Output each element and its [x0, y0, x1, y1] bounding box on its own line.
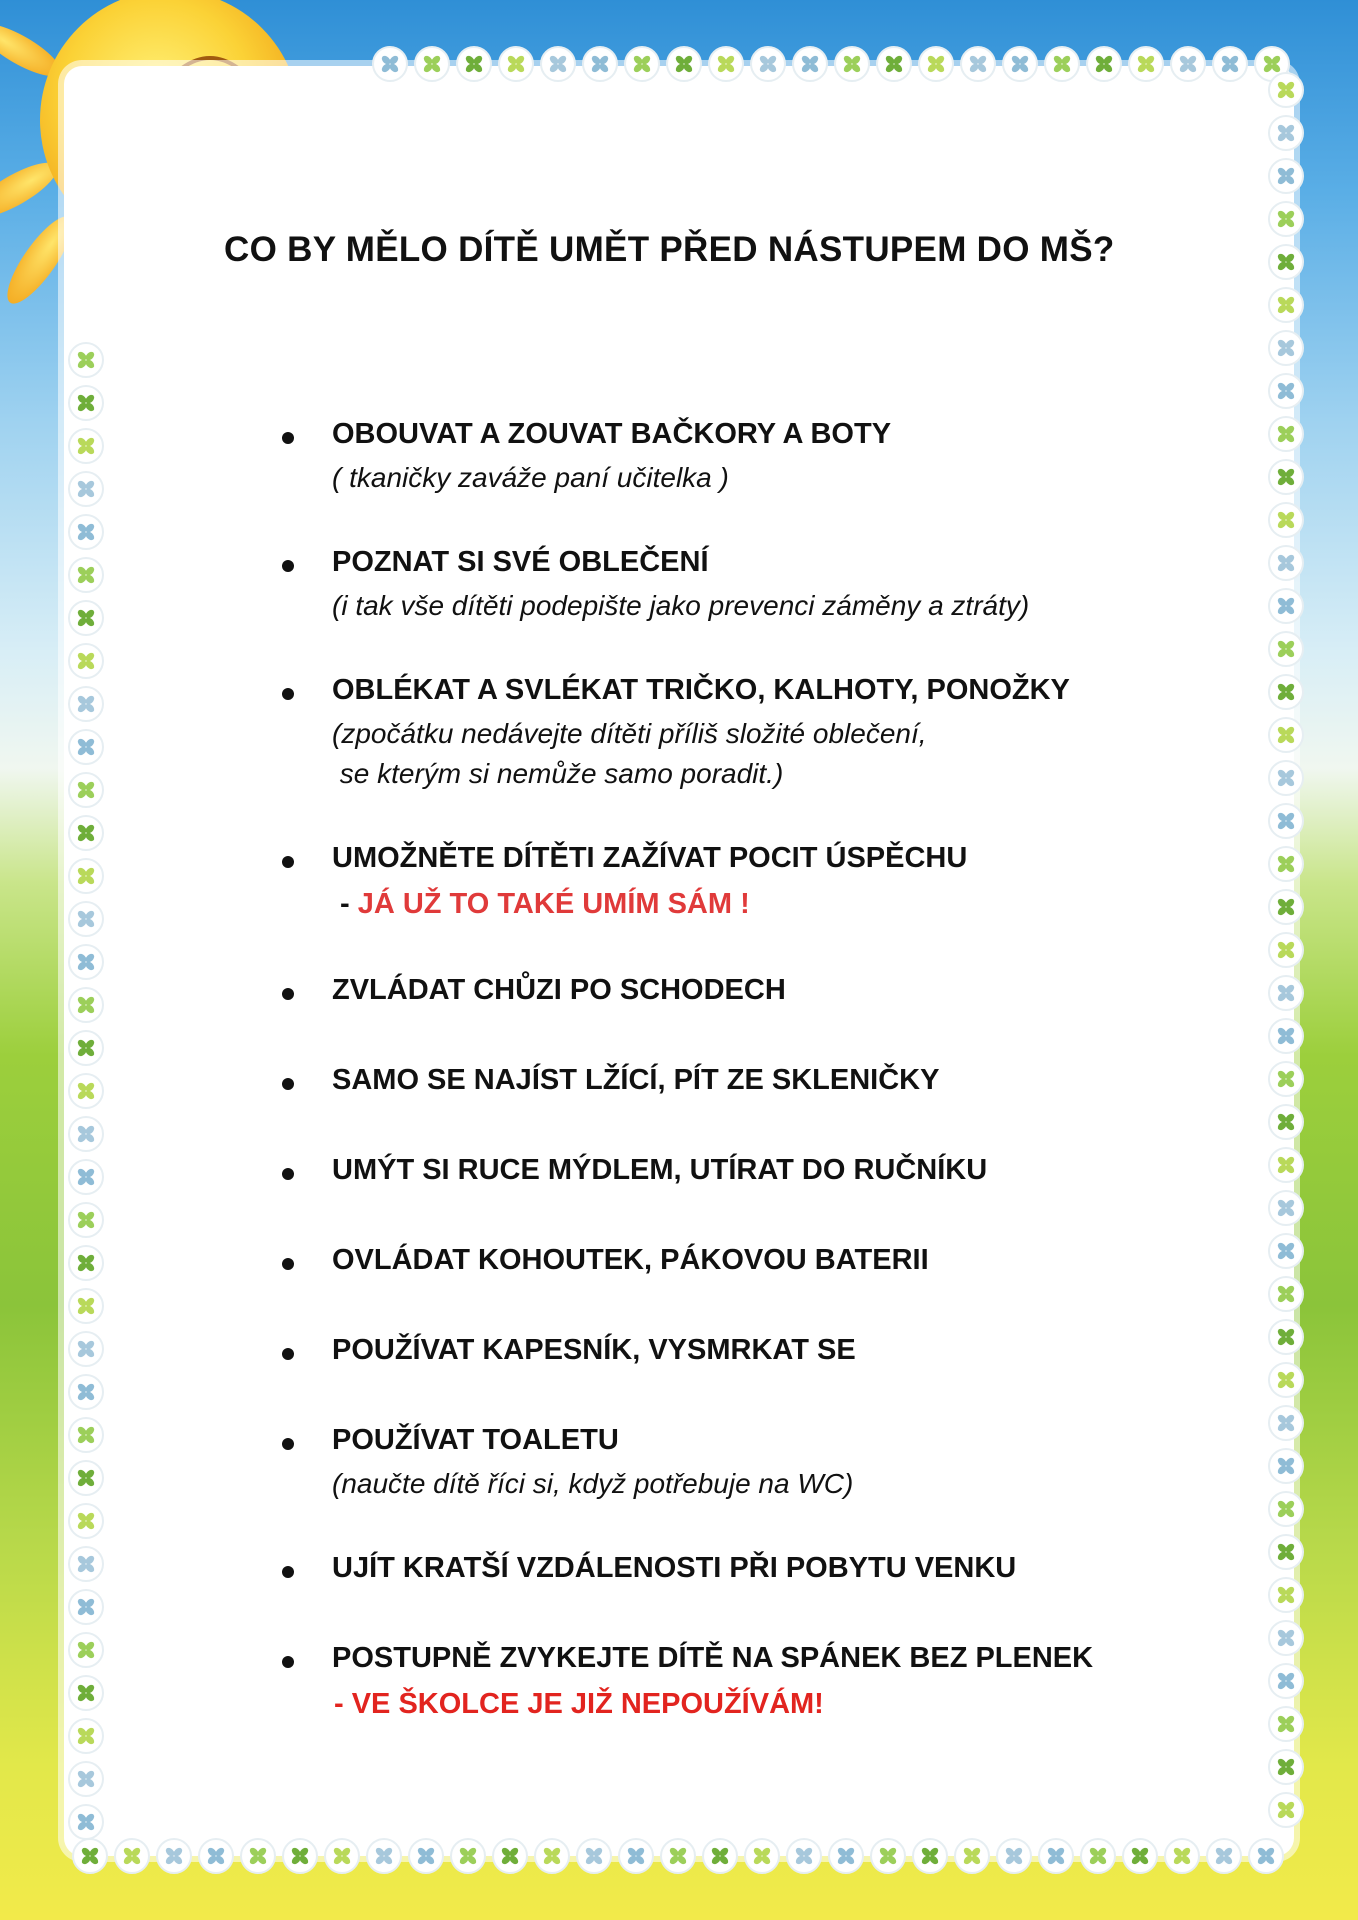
item-title: POUŽÍVAT TOALETU — [332, 1424, 619, 1456]
flower-icon — [1269, 1492, 1303, 1526]
flower-icon — [69, 644, 103, 678]
flower-icon — [69, 1074, 103, 1108]
flower-icon — [409, 1839, 443, 1873]
flower-icon — [1269, 718, 1303, 752]
flower-icon — [241, 1839, 275, 1873]
flower-icon — [69, 773, 103, 807]
list-item — [290, 1236, 1190, 1284]
flower-icon — [955, 1839, 989, 1873]
flower-border-bottom — [60, 1836, 1310, 1876]
flower-icon — [961, 47, 995, 81]
list-item — [290, 410, 1190, 498]
flower-icon — [1269, 1621, 1303, 1655]
bullet-icon — [282, 1348, 294, 1360]
flower-icon — [69, 1805, 103, 1839]
flower-icon — [69, 1031, 103, 1065]
bullet-icon — [282, 1438, 294, 1450]
item-title: OBLÉKAT A SVLÉKAT TRIČKO, KALHOTY, PONOŽKY — [332, 674, 1070, 706]
list-item — [290, 666, 1190, 794]
bullet-icon — [282, 856, 294, 868]
bullet-icon — [282, 988, 294, 1000]
flower-icon — [1269, 546, 1303, 580]
flower-icon — [69, 515, 103, 549]
flower-icon — [1269, 847, 1303, 881]
flower-icon — [69, 343, 103, 377]
flower-icon — [325, 1839, 359, 1873]
flower-icon — [1207, 1839, 1241, 1873]
flower-icon — [1269, 202, 1303, 236]
bullet-icon — [282, 1258, 294, 1270]
flower-icon — [1123, 1839, 1157, 1873]
flower-icon — [69, 472, 103, 506]
flower-icon — [1087, 47, 1121, 81]
flower-icon — [157, 1839, 191, 1873]
flower-icon — [499, 47, 533, 81]
flower-icon — [913, 1839, 947, 1873]
flower-icon — [1269, 417, 1303, 451]
flower-icon — [1269, 1449, 1303, 1483]
flower-icon — [1269, 1363, 1303, 1397]
flower-icon — [1003, 47, 1037, 81]
flower-icon — [367, 1839, 401, 1873]
item-title: SAMO SE NAJÍST LŽÍCÍ, PÍT ZE SKLENIČKY — [332, 1064, 940, 1096]
flower-icon — [619, 1839, 653, 1873]
flower-icon — [871, 1839, 905, 1873]
flower-icon — [69, 1160, 103, 1194]
bullet-icon — [282, 688, 294, 700]
flower-icon — [703, 1839, 737, 1873]
item-note-continued: se kterým si nemůže samo poradit.) — [332, 758, 784, 789]
flower-icon — [69, 1676, 103, 1710]
flower-icon — [919, 47, 953, 81]
flower-icon — [1269, 1750, 1303, 1784]
flower-icon — [373, 47, 407, 81]
flower-icon — [69, 1762, 103, 1796]
flower-icon — [1269, 761, 1303, 795]
item-highlight: - VE ŠKOLCE JE JIŽ NEPOUŽÍVÁM! — [334, 1688, 824, 1720]
flower-icon — [69, 988, 103, 1022]
flower-icon — [1269, 890, 1303, 924]
item-title: POSTUPNĚ ZVYKEJTE DÍTĚ NA SPÁNEK BEZ PLENEK — [332, 1642, 1094, 1674]
flower-icon — [625, 47, 659, 81]
flower-icon — [997, 1839, 1031, 1873]
flower-icon — [69, 1547, 103, 1581]
flower-icon — [787, 1839, 821, 1873]
flower-icon — [1269, 460, 1303, 494]
flower-icon — [69, 1633, 103, 1667]
flower-icon — [69, 1375, 103, 1409]
flower-icon — [793, 47, 827, 81]
flower-icon — [1269, 632, 1303, 666]
flower-icon — [541, 47, 575, 81]
flower-icon — [69, 1418, 103, 1452]
flower-icon — [1269, 116, 1303, 150]
flower-border-left — [66, 120, 106, 1840]
item-note: (naučte dítě říci si, když potřebuje na WC) — [332, 1468, 854, 1499]
flower-icon — [1269, 245, 1303, 279]
flower-icon — [69, 1719, 103, 1753]
flower-icon — [1269, 1277, 1303, 1311]
flower-icon — [69, 1246, 103, 1280]
flower-icon — [1269, 1707, 1303, 1741]
flower-icon — [69, 1461, 103, 1495]
item-title: ZVLÁDAT CHŮZI PO SCHODECH — [332, 974, 786, 1006]
flower-icon — [451, 1839, 485, 1873]
bullet-icon — [282, 1168, 294, 1180]
bullet-icon — [282, 1078, 294, 1090]
flower-border-right — [1266, 60, 1306, 1850]
flower-icon — [1171, 47, 1205, 81]
flower-icon — [1081, 1839, 1115, 1873]
flower-icon — [1269, 1793, 1303, 1827]
list-item — [290, 1634, 1190, 1726]
item-title: UMOŽNĚTE DÍTĚTI ZAŽÍVAT POCIT ÚSPĚCHU — [332, 842, 968, 874]
flower-icon — [1269, 73, 1303, 107]
flower-icon — [535, 1839, 569, 1873]
item-title: UJÍT KRATŠÍ VZDÁLENOSTI PŘI POBYTU VENKU — [332, 1552, 1017, 1584]
flower-icon — [493, 1839, 527, 1873]
flower-icon — [1269, 374, 1303, 408]
flower-icon — [1045, 47, 1079, 81]
flower-icon — [69, 386, 103, 420]
flower-icon — [115, 1839, 149, 1873]
flower-icon — [1269, 976, 1303, 1010]
flower-icon — [69, 1203, 103, 1237]
flower-icon — [69, 816, 103, 850]
item-highlight — [290, 882, 1190, 926]
flower-icon — [1269, 1535, 1303, 1569]
page-title: CO BY MĚLO DÍTĚ UMĚT PŘED NÁSTUPEM DO MŠ? — [224, 230, 1115, 269]
flower-icon — [69, 859, 103, 893]
flower-icon — [69, 730, 103, 764]
flower-icon — [835, 47, 869, 81]
flower-icon — [69, 1504, 103, 1538]
item-note: (zpočátku nedávejte dítěti příliš složité oblečení, — [332, 718, 927, 749]
list-item — [290, 538, 1190, 626]
item-title: OVLÁDAT KOHOUTEK, PÁKOVOU BATERII — [332, 1244, 929, 1276]
flower-icon — [1129, 47, 1163, 81]
flower-icon — [1269, 1019, 1303, 1053]
flower-icon — [709, 47, 743, 81]
list-item — [290, 1056, 1190, 1104]
item-title: POZNAT SI SVÉ OBLEČENÍ — [332, 546, 709, 578]
flower-icon — [1269, 1191, 1303, 1225]
flower-icon — [69, 1332, 103, 1366]
flower-icon — [751, 47, 785, 81]
flower-border-top — [60, 44, 1310, 84]
flower-icon — [69, 558, 103, 592]
flower-icon — [69, 687, 103, 721]
bullet-icon — [282, 432, 294, 444]
flower-icon — [69, 1590, 103, 1624]
flower-icon — [69, 1289, 103, 1323]
flower-icon — [1269, 1406, 1303, 1440]
list-item — [290, 1326, 1190, 1374]
flower-icon — [1269, 1578, 1303, 1612]
flower-icon — [577, 1839, 611, 1873]
flower-icon — [415, 47, 449, 81]
flower-icon — [1269, 331, 1303, 365]
flower-icon — [1269, 804, 1303, 838]
flower-icon — [1269, 1105, 1303, 1139]
flower-icon — [1269, 1664, 1303, 1698]
flower-icon — [69, 1117, 103, 1151]
flower-icon — [1269, 159, 1303, 193]
flower-icon — [1269, 933, 1303, 967]
flower-icon — [283, 1839, 317, 1873]
flower-icon — [1269, 675, 1303, 709]
flower-icon — [1213, 47, 1247, 81]
flower-icon — [69, 429, 103, 463]
item-title: POUŽÍVAT KAPESNÍK, VYSMRKAT SE — [332, 1334, 856, 1366]
bullet-icon — [282, 1656, 294, 1668]
flower-icon — [1269, 1148, 1303, 1182]
flower-icon — [73, 1839, 107, 1873]
list-item — [290, 1544, 1190, 1592]
flower-icon — [877, 47, 911, 81]
flower-icon — [1269, 589, 1303, 623]
skills-list — [290, 410, 1190, 1726]
flower-icon — [1269, 1234, 1303, 1268]
list-item — [290, 1416, 1190, 1504]
flower-icon — [583, 47, 617, 81]
flower-icon — [1039, 1839, 1073, 1873]
list-item — [290, 834, 1190, 926]
flower-icon — [745, 1839, 779, 1873]
item-title: OBOUVAT A ZOUVAT BAČKORY A BOTY — [332, 418, 892, 450]
flower-icon — [1269, 1320, 1303, 1354]
item-note: (i tak vše dítěti podepište jako prevenci záměny a ztráty) — [332, 590, 1030, 621]
flower-icon — [1269, 503, 1303, 537]
bullet-icon — [282, 1566, 294, 1578]
flower-icon — [69, 945, 103, 979]
flower-icon — [69, 601, 103, 635]
flower-icon — [69, 902, 103, 936]
flower-icon — [1165, 1839, 1199, 1873]
flower-icon — [829, 1839, 863, 1873]
flower-icon — [1269, 288, 1303, 322]
flower-icon — [1269, 1062, 1303, 1096]
item-note: ( tkaničky zaváže paní učitelka ) — [332, 462, 729, 493]
item-title: UMÝT SI RUCE MÝDLEM, UTÍRAT DO RUČNÍKU — [332, 1154, 988, 1186]
highlight-text: JÁ UŽ TO TAKÉ UMÍM SÁM ! — [357, 888, 750, 920]
list-item — [290, 1146, 1190, 1194]
flower-icon — [199, 1839, 233, 1873]
bullet-icon — [282, 560, 294, 572]
flower-icon — [457, 47, 491, 81]
flower-icon — [661, 1839, 695, 1873]
dash: - — [340, 888, 358, 920]
list-item — [290, 966, 1190, 1014]
flower-icon — [667, 47, 701, 81]
